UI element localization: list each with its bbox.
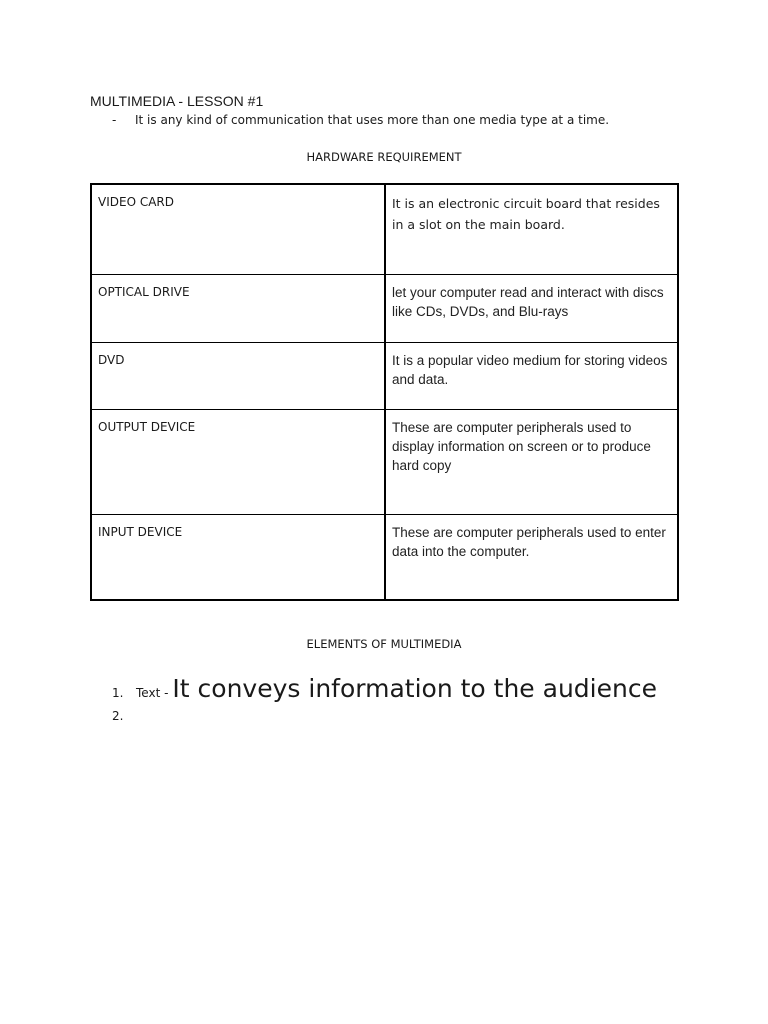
list-item (112, 674, 657, 703)
definition-dvd: It is a popular video medium for storing videos and data. (392, 352, 668, 387)
table-row (91, 409, 678, 514)
definition-input-device: These are computer peripherals used to enter data into the computer. (392, 524, 666, 559)
table-row (91, 342, 678, 409)
elements-heading: ELEMENTS OF MULTIMEDIA (306, 637, 462, 651)
bullet-text: It is any kind of communication that uses more than one media type at a time. (135, 113, 610, 127)
table-row (91, 514, 678, 600)
table-row (91, 274, 678, 342)
term-input-device: INPUT DEVICE (98, 524, 183, 539)
term-cell (91, 274, 385, 342)
hardware-heading: HARDWARE REQUIREMENT (306, 150, 462, 164)
term-dvd: DVD (98, 352, 125, 367)
term-video-card: VIDEO CARD (98, 195, 174, 209)
definition-cell (385, 184, 678, 274)
list-item-term: Text - (136, 686, 169, 700)
term-cell (91, 514, 385, 600)
definition-cell (385, 514, 678, 600)
page-title: MULTIMEDIA - LESSON #1 (90, 93, 264, 109)
definition-video-card: It is an electronic circuit board that resides in a slot on the main board. (392, 196, 660, 232)
intro-bullet (112, 113, 609, 127)
list-item-number: 2. (112, 709, 124, 723)
definition-cell (385, 409, 678, 514)
hardware-table (90, 183, 679, 601)
list-item-number: 1. (112, 686, 124, 700)
list-item-description: It conveys information to the audience (172, 674, 657, 703)
bullet-marker: - (112, 113, 117, 127)
elements-list (112, 674, 657, 723)
definition-output-device: These are computer peripherals used to display information on screen or to produce hard copy (392, 419, 651, 473)
table-row (91, 184, 678, 274)
term-cell (91, 184, 385, 274)
definition-cell (385, 274, 678, 342)
definition-cell (385, 342, 678, 409)
term-optical-drive: OPTICAL DRIVE (98, 284, 190, 299)
term-cell (91, 342, 385, 409)
list-item (112, 709, 657, 723)
definition-optical-drive: let your computer read and interact with discs like CDs, DVDs, and Blu-rays (392, 284, 664, 319)
term-cell (91, 409, 385, 514)
term-output-device: OUTPUT DEVICE (98, 419, 196, 434)
